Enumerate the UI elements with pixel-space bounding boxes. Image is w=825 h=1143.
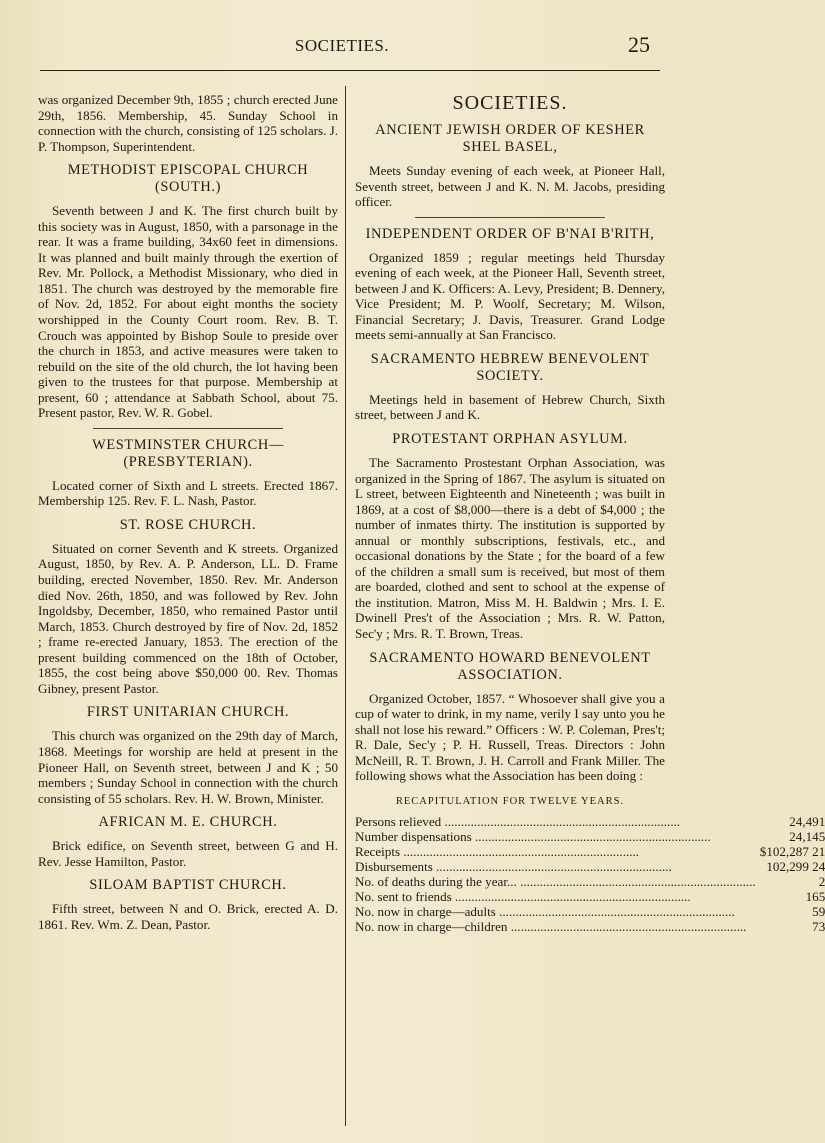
recap-table <box>355 814 825 934</box>
table-row <box>355 904 825 919</box>
recap-label: No. now in charge—children ..... <box>355 919 756 934</box>
section-text-hebrew-benevolent: Meetings held in basement of Hebrew Church, Sixth street, between J and K. <box>355 391 665 423</box>
section-text-bnai-brith: Organized 1859 ; regular meetings held Thursday evening of each week, at the Pioneer Hall, Seventh street, between J and K. Officers: A. Levy, President; B. Dennery, Vice President; M. P. Woolf, Secretary; M. Wilson, Financial Secretary; J. Davis, Treasurer. Grand Lodge meets semi-annually at San Francisco. <box>355 249 665 343</box>
running-head <box>0 32 684 62</box>
recap-value: 102,299 24 <box>766 859 825 875</box>
recap-value: 165 <box>805 889 825 905</box>
section-title-methodist: METHODIST EPISCOPAL CHURCH (SOUTH.) <box>67 162 309 196</box>
section-title-unitarian: FIRST UNITARIAN CHURCH. <box>86 704 290 721</box>
recap-label: Persons relieved ..... <box>355 814 756 829</box>
section-text-kesher-shel-basel: Meets Sunday evening of each week, at Pioneer Hall, Seventh street, between J and K. N. M. Jacobs, presiding officer. <box>355 163 665 210</box>
recap-label: No. now in charge—adults ..... <box>355 904 756 919</box>
section-text-african-me: Brick edifice, on Seventh street, between G and H. Rev. Jesse Hamilton, Pastor. <box>38 838 338 869</box>
section-title-bnai-brith: INDEPENDENT ORDER OF B'NAI B'RITH, <box>365 225 655 242</box>
section-title-hebrew-benevolent: SACRAMENTO HEBREW BENEVOLENT SOCIETY. <box>370 350 650 384</box>
section-title-westminster: WESTMINSTER CHURCH—(PRESBYTERIAN). <box>92 436 284 470</box>
running-title: SOCIETIES. <box>294 36 390 55</box>
recap-value: 2 <box>818 874 825 890</box>
section-title-kesher-shel-basel: ANCIENT JEWISH ORDER OF KESHER SHEL BASEL, <box>375 122 645 155</box>
societies-heading: SOCIETIES. <box>452 92 568 114</box>
recap-label: Disbursements ..... <box>355 859 756 874</box>
recap-value: 24,491 <box>789 814 825 830</box>
page-number: 25 <box>628 32 650 57</box>
section-title-siloam: SILOAM BAPTIST CHURCH. <box>89 877 287 894</box>
recap-value: 24,145 <box>789 829 825 845</box>
section-title-african-me: AFRICAN M. E. CHURCH. <box>98 814 278 831</box>
section-separator <box>415 217 605 218</box>
left-column <box>38 92 338 932</box>
recap-value: 73 <box>812 919 825 935</box>
section-text-methodist: Seventh between J and K. The first church built by this society was in August, 1850, with a parsonage in the rear. It was a frame building, 34x60 feet in dimensions. It was planned and built mainly through the exertion of Rev. Mr. Pollock, a Methodist Missionary, who died in 1851. The church was destroyed by the memorable fire of Nov. 2d, 1852. For about eight months the society worshipped in the County Court room. Rev. B. T. Crouch was appointed by Bishop Soule to preside over the church in 1853, and active measures were taken to rebuild on the site of the old church, the lot having been given to the trustees for that purpose. Membership at present, 60 ; attendance at Sabbath School, about 75. Present pastor, Rev. W. R. Gobel. <box>38 203 338 421</box>
section-text-howard-benevolent: Organized October, 1857. “ Whosoever shall give you a cup of water to drink, in my name, verily I say unto you he shall not lose his reward.” Officers : W. P. Coleman, Pres't; R. Dale, Sec'y ; P. H. Russell, Treas. Directors : John McNeill, R. T. Brown, J. H. Carroll and Frank Miller. The following shows what the Association has been doing : <box>355 690 665 784</box>
recap-label: No. sent to friends ..... <box>355 889 756 904</box>
recap-label: No. of deaths during the year... ..... <box>355 874 756 889</box>
section-text-westminster: Located corner of Sixth and L streets. Erected 1867. Membership 125. Rev. F. L. Nash, Pastor. <box>38 477 338 509</box>
recap-value: 59 <box>812 904 825 920</box>
table-row <box>355 889 825 904</box>
recap-value: $102,287 21 <box>759 844 825 860</box>
section-title-st-rose: ST. ROSE CHURCH. <box>119 516 257 533</box>
intro-paragraph: was organized December 9th, 1855 ; church erected June 29th, 1856. Membership, 45. Sunday School in connection with the church, consisting of 125 scholars. J. P. Thompson, Superintendent. <box>38 92 339 154</box>
right-column <box>355 92 825 935</box>
section-text-orphan-asylum: The Sacramento Prostestant Orphan Association, was organized in the Spring of 1867. The asylum is situated on L street, between Eighteenth and Nineteenth ; was built in 1869, at a cost of $8,000—there is a debt of $4,000 ; the number of inmates thirty. The institution is supported by annual or monthly subscriptions, festivals, etc., and occasional donations by the State ; for the board of a few of the children a small sum is received, but most of them are boarded, clothed and sent to school at the expense of the institution. Matron, Miss M. H. Baldwin ; Mrs. I. E. Dwinell Pres't of the Association ; Mrs. R. W. Patton, Sec'y ; Mrs. R. T. Brown, Treas. <box>355 455 665 642</box>
section-text-unitarian: This church was organized on the 29th day of March, 1868. Meetings for worship are held at present in the Pioneer Hall, on Seventh street, between J and K ; 50 members ; Sunday School in connection with the church consisting of 55 scholars. Rev. H. W. Brown, Minister. <box>38 728 338 806</box>
section-separator <box>93 428 283 429</box>
header-rule <box>40 70 660 71</box>
recap-label: Number dispensations ..... <box>355 829 756 844</box>
section-title-howard-benevolent: SACRAMENTO HOWARD BENEVOLENT ASSOCIATION. <box>369 649 651 683</box>
section-title-orphan-asylum: PROTESTANT ORPHAN ASYLUM. <box>392 431 628 448</box>
table-row <box>355 919 825 934</box>
recap-label: Receipts ..... <box>355 844 756 859</box>
table-row <box>355 814 825 829</box>
table-row <box>355 829 825 844</box>
recap-title: RECAPITULATION FOR TWELVE YEARS. <box>395 795 625 807</box>
table-row <box>355 844 825 859</box>
table-row <box>355 874 825 889</box>
column-divider <box>345 86 346 1126</box>
section-text-siloam: Fifth street, between N and O. Brick, erected A. D. 1861. Rev. Wm. Z. Dean, Pastor. <box>38 901 338 932</box>
section-text-st-rose: Situated on corner Seventh and K streets. Organized August, 1850, by Rev. A. P. Anderson, LL. D. Frame building, erected November, 1850. Rev. Mr. Anderson died Nov. 26th, 1850, and was followed by Rev. John Ingoldsby, December, 1850, who remained Pastor until March, 1853. Church destroyed by fire of Nov. 2d, 1852 ; frame re-erected January, 1853. The erection of the present building commenced on the 18th of October, 1855, the cost being above $50,000 00. Rev. Thomas Gibney, present Pastor. <box>38 540 338 696</box>
table-row <box>355 859 825 874</box>
